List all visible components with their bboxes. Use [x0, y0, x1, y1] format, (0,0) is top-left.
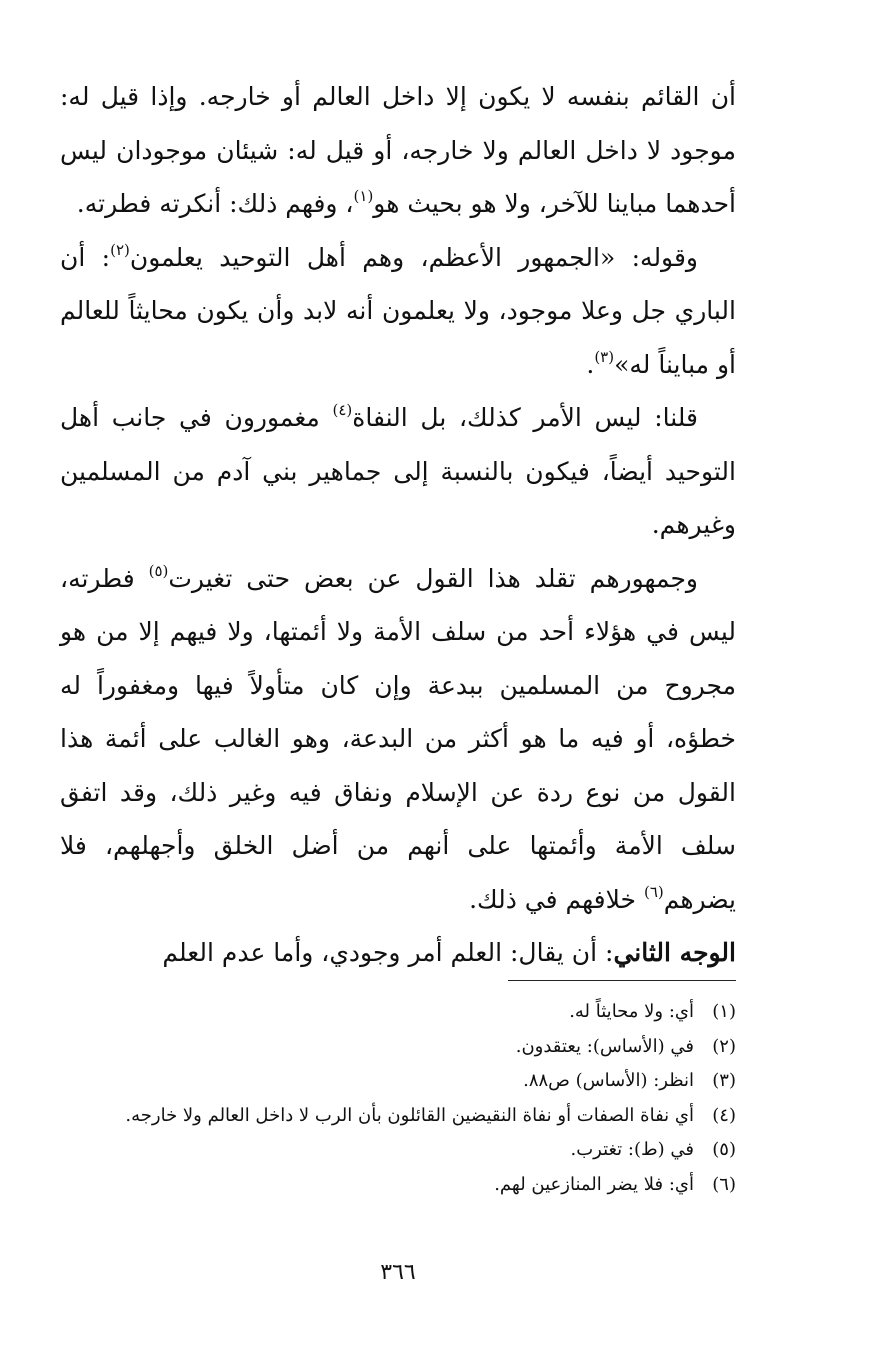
paragraph-2-text-b: : أن الباري جل وعلا موجود، ولا يعلمون أنه لابد وأن يكون محايثاً للعالم أو مبايناً له» [60, 242, 736, 379]
footnote-divider [508, 980, 736, 981]
footnote-text: أي: ولا محايثاً له. [569, 1001, 694, 1022]
paragraph-5 [60, 926, 736, 980]
paragraph-1-tail: ، وفهم ذلك: أنكرته فطرته. [76, 189, 354, 218]
footnote-ref-6[interactable]: (٦) [643, 882, 664, 901]
footnote-ref-5[interactable]: (٥) [148, 561, 169, 580]
main-text [60, 70, 736, 980]
footnote-ref-4[interactable]: (٤) [332, 401, 353, 419]
paragraph-2-text-c: . [586, 349, 595, 379]
footnotes [60, 995, 736, 1202]
footnote-3 [60, 1064, 736, 1099]
footnote-number: (٤) [712, 1104, 736, 1126]
footnote-6 [60, 1168, 736, 1203]
footnote-ref-3[interactable]: (٣) [594, 347, 615, 366]
footnote-number: (٥) [712, 1139, 736, 1160]
paragraph-4-text-a: وجمهورهم تقلد هذا القول عن بعض حتى تغيرت [168, 563, 698, 593]
section-heading-inline: الوجه الثاني [613, 938, 736, 967]
footnote-number: (٢) [712, 1035, 736, 1057]
paragraph-3 [60, 391, 736, 552]
paragraph-4-text-c: خلافهم في ذلك. [469, 884, 644, 914]
book-page [60, 70, 736, 1310]
footnote-4 [60, 1099, 736, 1134]
footnote-number: (٣) [712, 1070, 736, 1091]
paragraph-5-text: : أن يقال: العلم أمر وجودي، وأما عدم العلم [162, 938, 614, 967]
footnote-5 [60, 1133, 736, 1168]
paragraph-2-text-a: وقوله: «الجمهور الأعظم، وهم أهل التوحيد يعلمون [129, 242, 698, 272]
footnote-ref-2[interactable]: (٢) [110, 240, 130, 259]
paragraph-4-text-b: فطرته، ليس في هؤلاء أحد من سلف الأمة ولا أئمتها، ولا فيهم إلا من هو مجروح من المسلمين ببدعة وإن كان متأولاً فيها ومغفوراً له خطؤه، أو فيه ما هو أكثر من البدعة، وهو الغالب على أئمة هذا القول من نوع ردة عن الإسلام ونفاق فيه وغير ذلك، وقد اتفق سلف الأمة وأئمتها على أنهم من أضل الخلق وأجهلهم، فلا يضرهم [60, 563, 736, 914]
paragraph-3-text-a: قلنا: ليس الأمر كذلك، بل النفاة [352, 403, 699, 432]
footnote-text: في (ط): تغترب. [570, 1139, 694, 1160]
paragraph-1-text: أن القائم بنفسه لا يكون إلا داخل العالم أو خارجه. وإذا قيل له: موجود لا داخل العالم ولا خارجه، أو قيل له: شيئان موجودان ليس أحدهما مباينا للآخر، ولا هو بحيث هو [60, 82, 736, 218]
page-number: ٣٦٦ [380, 1260, 416, 1285]
footnote-number: (٦) [712, 1173, 736, 1195]
footnote-text: أي نفاة الصفات أو نفاة النقيضين القائلون بأن الرب لا داخل العالم ولا خارجه. [125, 1104, 694, 1126]
paragraph-1 [60, 70, 736, 231]
footnote-1 [60, 995, 736, 1030]
paragraph-3-text-b: مغمورون في جانب أهل التوحيد أيضاً، فيكون بالنسبة إلى جماهير بني آدم من المسلمين وغيرهم. [60, 403, 736, 539]
footnote-number: (١) [712, 1001, 736, 1022]
footnote-2 [60, 1030, 736, 1065]
footnote-text: في (الأساس): يعتقدون. [515, 1035, 694, 1057]
footnote-text: انظر: (الأساس) ص٨٨. [523, 1070, 694, 1091]
footnote-text: أي: فلا يضر المنازعين لهم. [494, 1173, 694, 1195]
paragraph-2 [60, 231, 736, 392]
paragraph-4 [60, 552, 736, 927]
footnote-ref-1[interactable]: (١) [353, 187, 374, 205]
